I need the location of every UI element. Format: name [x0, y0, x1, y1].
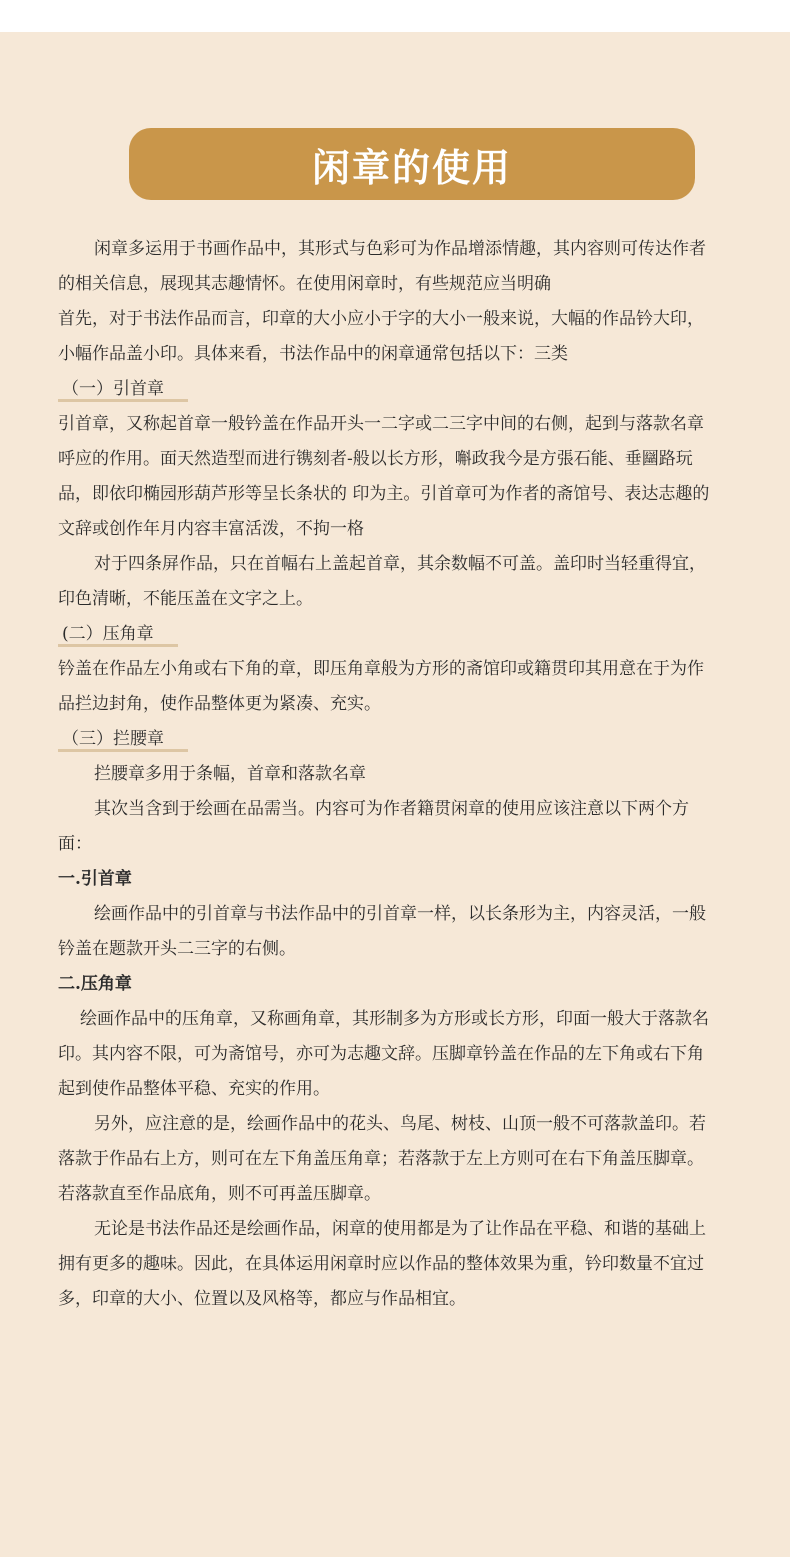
- page-title: 闲章的使用: [311, 144, 512, 190]
- section-heading-lanyaozhang: （三）拦腰章: [58, 722, 188, 757]
- section-heading-yajiaozhang: (二）压角章: [58, 617, 178, 652]
- article-page: [0, 32, 790, 1557]
- intro-paragraph: 闲章多运用于书画作品中，其形式与色彩可为作品增添情趣，其内容则可传达作者的相关信息，展现其志趣情怀。在使用闲章时，有些规范应当明确: [58, 239, 706, 294]
- conclusion-paragraph: 无论是书法作品还是绘画作品，闲章的使用都是为了让作品在平稳、和谐的基础上拥有更多的趣味。因此，在具体运用闲章时应以作品的整体效果为重，钤印数量不宜过多，印章的大小、位置以及风格等，都应与作品相宜。: [58, 1219, 706, 1309]
- article-body: [58, 232, 718, 1317]
- section-heading-row-2: [58, 617, 718, 652]
- section-heading-row-1: [58, 372, 718, 407]
- title-banner: [129, 128, 695, 200]
- additional-notes-paragraph: 另外，应注意的是，绘画作品中的花头、鸟尾、树枝、山顶一般不可落款盖印。若落款于作品右上方，则可在左下角盖压角章；若落款于左上方则可在右下角盖压脚章。若落款直至作品底角，则不可再盖压脚章。: [58, 1114, 706, 1204]
- section-heading-yinshouzhang: （一）引首章: [58, 372, 188, 407]
- painting-yinshouzhang-paragraph: 绘画作品中的引首章与书法作品中的引首章一样，以长条形为主，内容灵活，一般钤盖在题款开头二三字的右侧。: [58, 904, 706, 959]
- first-paragraph: 首先，对于书法作品而言，印章的大小应小于字的大小一般来说，大幅的作品钤大印，小幅作品盖小印。具体来看，书法作品中的闲章通常包括以下：三类: [58, 309, 704, 364]
- painting-yajiaozhang-paragraph: 绘画作品中的压角章，又称画角章，其形制多为方形或长方形，印面一般大于落款名印。其内容不限，可为斋馆号，亦可为志趣文辞。压脚章钤盖在作品的左下角或右下角起到使作品整体平稳、充实的作用。: [58, 1009, 709, 1099]
- yajiaozhang-paragraph: 钤盖在作品左小角或右下角的章，即压角章般为方形的斋馆印或籍贯印其用意在于为作品拦边封角，使作品整体更为紧凑、充实。: [58, 659, 704, 714]
- lanyaozhang-paragraph: 拦腰章多用于条幅，首章和落款名章: [94, 764, 366, 784]
- sub-heading-yinshouzhang: 一.引首章: [58, 869, 132, 889]
- four-panel-paragraph: 对于四条屏作品，只在首幅右上盖起首章，其余数幅不可盖。盖印时当轻重得宜，印色清晰，不能压盖在文字之上。: [58, 554, 706, 609]
- sub-heading-yajiaozhang: 二.压角章: [58, 974, 132, 994]
- yinshouzhang-paragraph: 引首章，又称起首章一般钤盖在作品开头一二字或二三字中间的右侧，起到与落款名章呼应的作用。面天然造型而进行镌刻者-般以长方形，嘝政我今是方張石能、垂圝路玩品，即依印椭园形葫芦形等呈长条状的 印为主。引首章可为作者的斋馆号、表达志趣的文辞或创作年月内容丰富活泼，不拘一格: [58, 414, 710, 539]
- painting-intro-paragraph: 其次当含到于绘画在品需当。内容可为作者籍贯闲章的使用应该注意以下两个方面：: [58, 799, 689, 854]
- section-heading-row-3: [58, 722, 718, 757]
